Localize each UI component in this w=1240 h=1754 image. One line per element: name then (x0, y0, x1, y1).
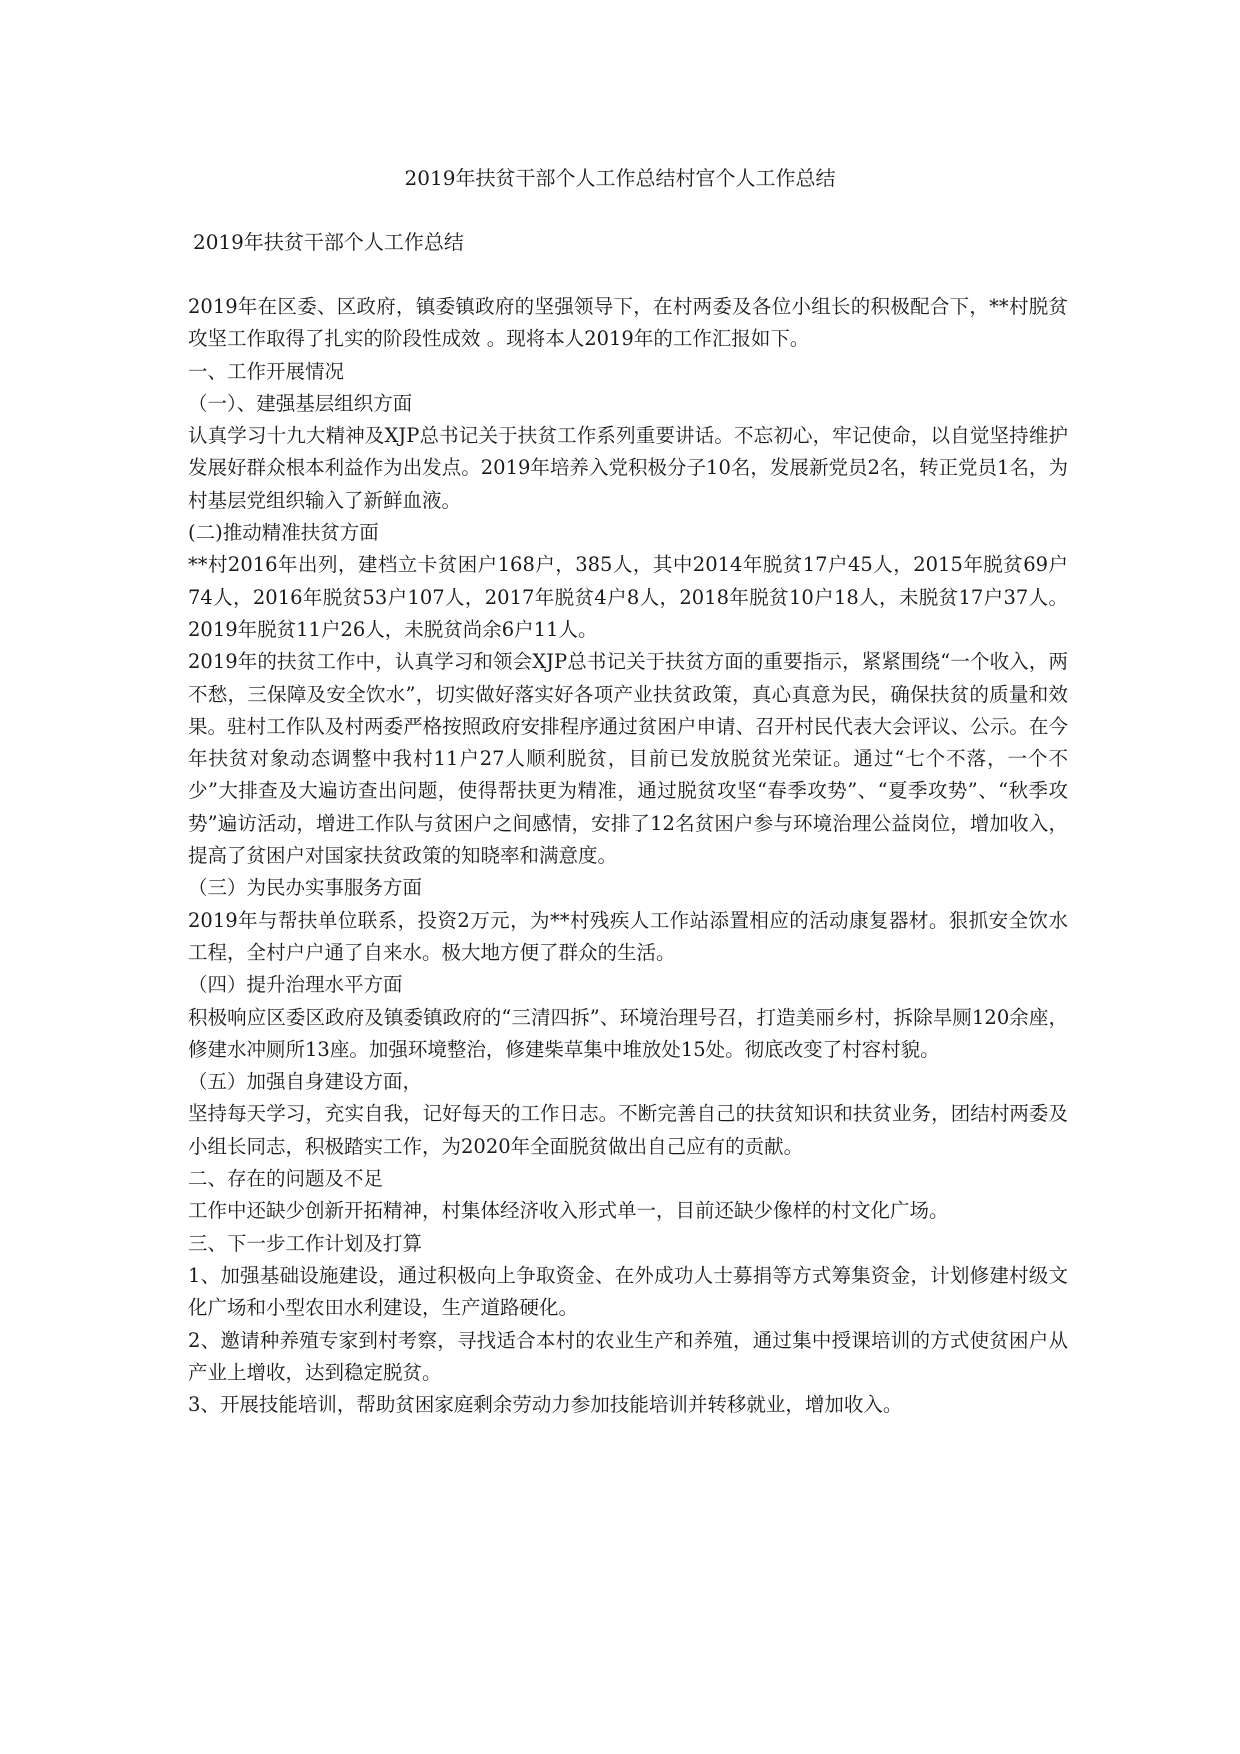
subsection-heading-5: （五）加强自身建设方面， (188, 1070, 423, 1094)
document-body (188, 291, 1068, 1421)
subsection-heading-1: （一）、建强基层组织方面 (188, 391, 413, 415)
plan-item-3: 3、开展技能培训，帮助贫困家庭剩余劳动力参加技能培训并转移就业，增加收入。 (188, 1393, 903, 1417)
subsection-paragraph-3: 2019年与帮扶单位联系，投资2万元，为**村残疾人工作站添置相应的活动康复器材。狠抓安全饮水工程，全村户户通了自来水。极大地方便了群众的生活。 (188, 908, 1068, 964)
subsection-heading-2: (二)推动精准扶贫方面 (188, 521, 379, 545)
section-heading-3: 三、下一步工作计划及打算 (188, 1231, 423, 1255)
subsection-paragraph-4: 积极响应区委区政府及镇委镇政府的“三清四拆”、环境治理号召，打造美丽乡村，拆除旱厕120余座，修建水冲厕所13座。加强环境整治，修建柴草集中堆放处15处。彻底改变了村容村貌。 (188, 1005, 1068, 1061)
section-paragraph-2: 工作中还缺少创新开拓精神，村集体经济收入形式单一，目前还缺少像样的村文化广场。 (188, 1199, 949, 1223)
subsection-heading-3: （三）为民办实事服务方面 (188, 876, 423, 900)
subsection-paragraph-1: 认真学习十九大精神及XJP总书记关于扶贫工作系列重要讲话。不忘初心，牢记使命，以自觉坚持维护发展好群众根本利益作为出发点。2019年培养入党积极分子10名，发展新党员2名，转正党员1名，为村基层党组织输入了新鲜血液。 (188, 424, 1068, 512)
section-heading-2: 二、存在的问题及不足 (188, 1167, 384, 1191)
document-subtitle: 2019年扶贫干部个人工作总结 (193, 230, 464, 254)
subsection-paragraph-5: 坚持每天学习，充实自我，记好每天的工作日志。不断完善自己的扶贫知识和扶贫业务，团结村两委及小组长同志，积极踏实工作，为2020年全面脱贫做出自己应有的贡献。 (188, 1102, 1068, 1158)
plan-item-2: 2、邀请种养殖专家到村考察，寻找适合本村的农业生产和养殖，通过集中授课培训的方式使贫困户从产业上增收，达到稳定脱贫。 (188, 1328, 1068, 1384)
document-title: 2019年扶贫干部个人工作总结村官个人工作总结 (404, 166, 836, 190)
intro-paragraph: 2019年在区委、区政府，镇委镇政府的坚强领导下，在村两委及各位小组长的积极配合下，**村脱贫攻坚工作取得了扎实的阶段性成效 。现将本人2019年的工作汇报如下。 (188, 295, 1068, 351)
section-heading-1: 一、工作开展情况 (188, 359, 345, 383)
subsection-paragraph-2b: 2019年的扶贫工作中，认真学习和领会XJP总书记关于扶贫方面的重要指示，紧紧围绕“一个收入，两不愁，三保障及安全饮水”，切实做好落实好各项产业扶贫政策，真心真意为民，确保扶贫的质量和效果。驻村工作队及村两委严格按照政府安排程序通过贫困户申请、召开村民代表大会评议、公示。在今年扶贫对象动态调整中我村11户27人顺利脱贫，目前已发放脱贫光荣证。通过“七个不落，一个不少”大排查及大遍访查出问题，使得帮扶更为精准，通过脱贫攻坚“春季攻势”、“夏季攻势”、“秋季攻势”遍访活动，增进工作队与贫困户之间感情，安排了12名贫困户参与环境治理公益岗位，增加收入，提高了贫困户对国家扶贫政策的知晓率和满意度。 (188, 650, 1068, 868)
plan-item-1: 1、加强基础设施建设，通过积极向上争取资金、在外成功人士募捐等方式筹集资金，计划修建村级文化广场和小型农田水利建设，生产道路硬化。 (188, 1263, 1068, 1320)
subsection-paragraph-2a: **村2016年出列，建档立卡贫困户168户，385人，其中2014年脱贫17户45人，2015年脱贫69户74人，2016年脱贫53户107人，2017年脱贫4户8人，2018年脱贫10户18人，未脱贫17户37人。2019年脱贫11户26人，未脱贫尚余6户11人。 (188, 553, 1068, 641)
subsection-heading-4: （四）提升治理水平方面 (188, 973, 403, 997)
